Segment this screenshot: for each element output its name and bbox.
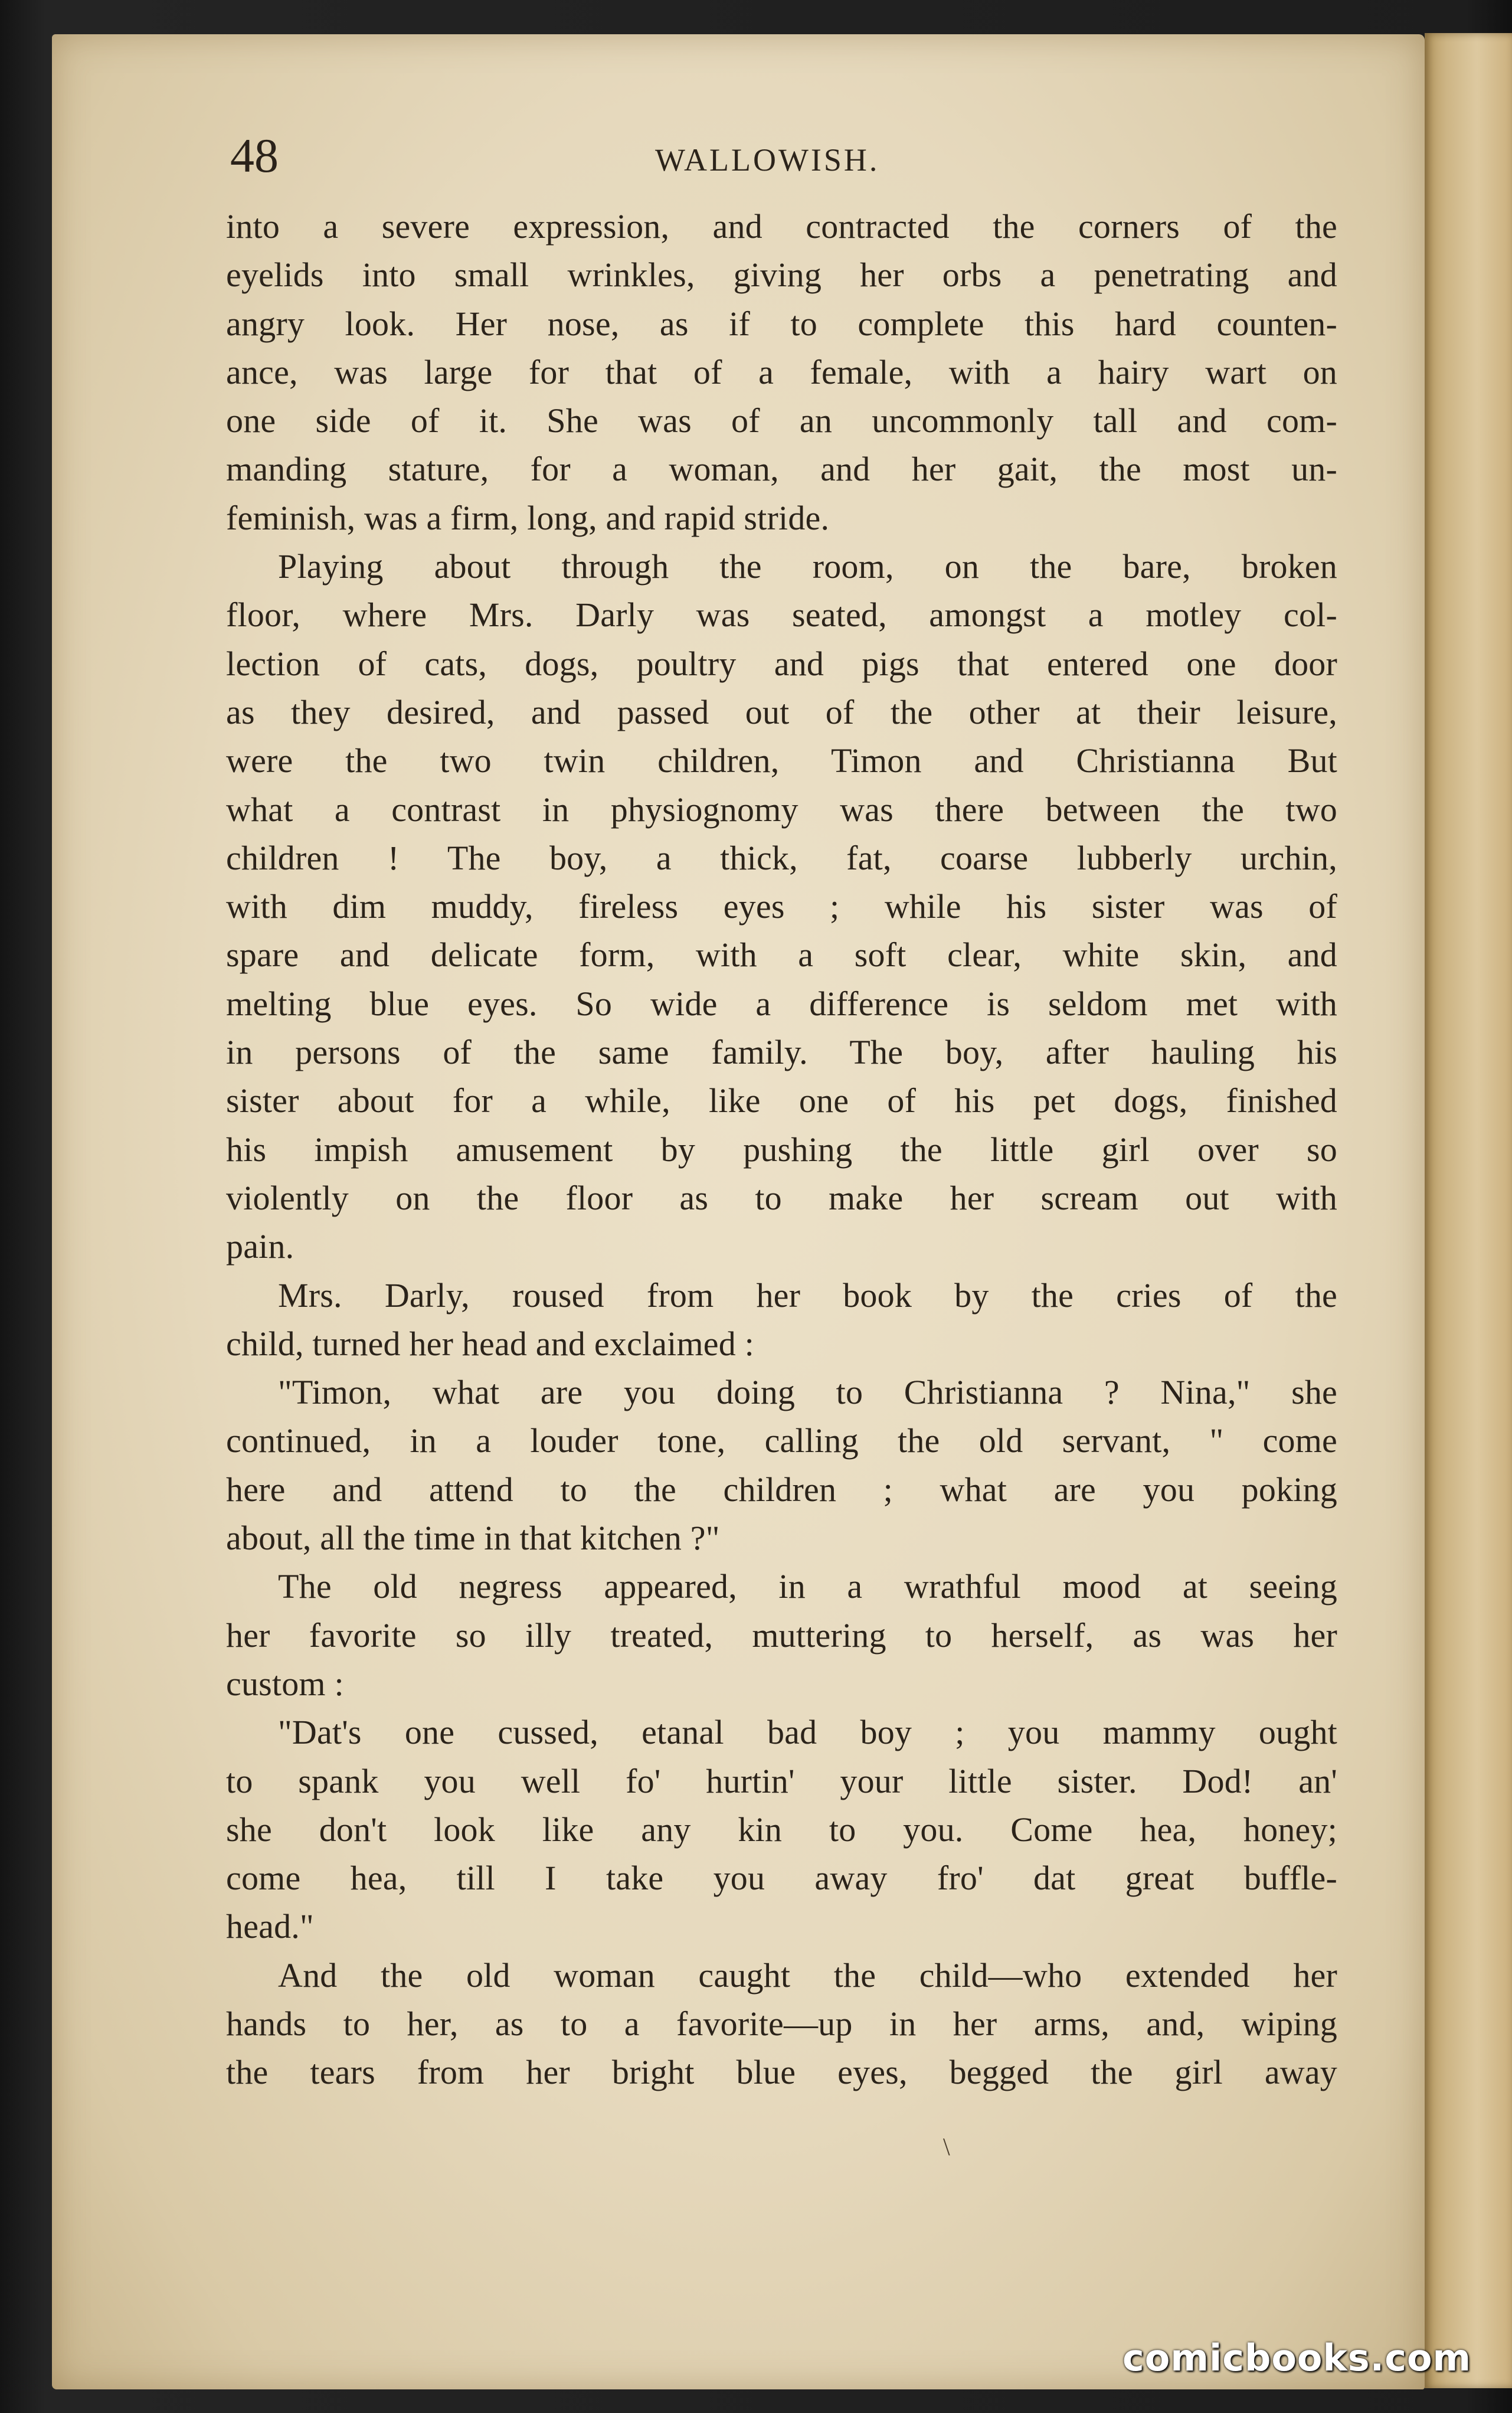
text-line: come hea, till I take you away fro' dat great buffle- (226, 1859, 1337, 1898)
text-line: head." (226, 1907, 314, 1946)
text-line: with dim muddy, fireless eyes ; while his sister was of (226, 887, 1337, 926)
text-line: children ! The boy, a thick, fat, coarse lubberly urchin, (226, 838, 1337, 877)
text-line: violently on the floor as to make her scream out with (226, 1178, 1337, 1217)
text-line: feminish, was a firm, long, and rapid stride. (226, 498, 830, 537)
text-line: in persons of the same family. The boy, after hauling his (226, 1033, 1337, 1072)
text-line: as they desired, and passed out of the other at their leisure, (226, 692, 1337, 731)
text-line: ance, was large for that of a female, with a hairy wart on (226, 352, 1337, 391)
body-text (226, 202, 1337, 2097)
text-line: child, turned her head and exclaimed : (226, 1324, 754, 1363)
text-line: to spank you well fo' hurtin' your little sister. Dod! an' (226, 1761, 1337, 1800)
watermark: comicbooks.com (1122, 2336, 1472, 2379)
text-line: his impish amusement by pushing the little girl over so (226, 1130, 1337, 1169)
text-line: "Timon, what are you doing to Christianna ? Nina," she (278, 1373, 1337, 1412)
text-line: spare and delicate form, with a soft clear, white skin, and (226, 936, 1337, 975)
text-line: she don't look like any kin to you. Come hea, honey; (226, 1810, 1337, 1849)
facing-page-edge (1425, 33, 1512, 2388)
text-line: floor, where Mrs. Darly was seated, amongst a motley col- (226, 596, 1337, 635)
text-line: were the two twin children, Timon and Christianna But (226, 741, 1337, 780)
running-title: WALLOWISH. (655, 142, 880, 178)
text-line: one side of it. She was of an uncommonly tall and com- (226, 401, 1337, 440)
text-line: here and attend to the children ; what are you poking (226, 1470, 1337, 1509)
text-line: about, all the time in that kitchen ?" (226, 1519, 720, 1558)
text-line: Playing about through the room, on the bare, broken (278, 547, 1337, 586)
text-line: Mrs. Darly, roused from her book by the cries of the (278, 1276, 1337, 1315)
stray-ink-mark: \ (943, 2134, 950, 2161)
text-line: what a contrast in physiognomy was there between the two (226, 790, 1337, 829)
text-line: And the old woman caught the child—who extended her (278, 1956, 1337, 1995)
running-head (230, 126, 1470, 197)
text-line: angry look. Her nose, as if to complete this hard counten- (226, 304, 1337, 343)
text-line: sister about for a while, like one of his pet dogs, finished (226, 1081, 1337, 1120)
text-line: her favorite so illy treated, muttering to herself, as was her (226, 1616, 1337, 1655)
text-line: hands to her, as to a favorite—up in her arms, and, wiping (226, 2004, 1337, 2043)
text-line: continued, in a louder tone, calling the old servant, " come (226, 1421, 1337, 1460)
text-line: melting blue eyes. So wide a difference is seldom met with (226, 984, 1337, 1023)
text-line: custom : (226, 1664, 344, 1703)
text-line: The old negress appeared, in a wrathful mood at seeing (278, 1567, 1337, 1606)
text-line: "Dat's one cussed, etanal bad boy ; you mammy ought (278, 1713, 1337, 1752)
text-line: the tears from her bright blue eyes, begged the girl away (226, 2053, 1337, 2092)
page-number: 48 (230, 129, 279, 182)
text-line: eyelids into small wrinkles, giving her orbs a penetrating and (226, 256, 1337, 295)
text-line: into a severe expression, and contracted the corners of the (226, 207, 1337, 246)
text-line: lection of cats, dogs, poultry and pigs that entered one door (226, 644, 1337, 683)
text-line: pain. (226, 1227, 294, 1266)
text-line: manding stature, for a woman, and her gait, the most un- (226, 450, 1337, 489)
